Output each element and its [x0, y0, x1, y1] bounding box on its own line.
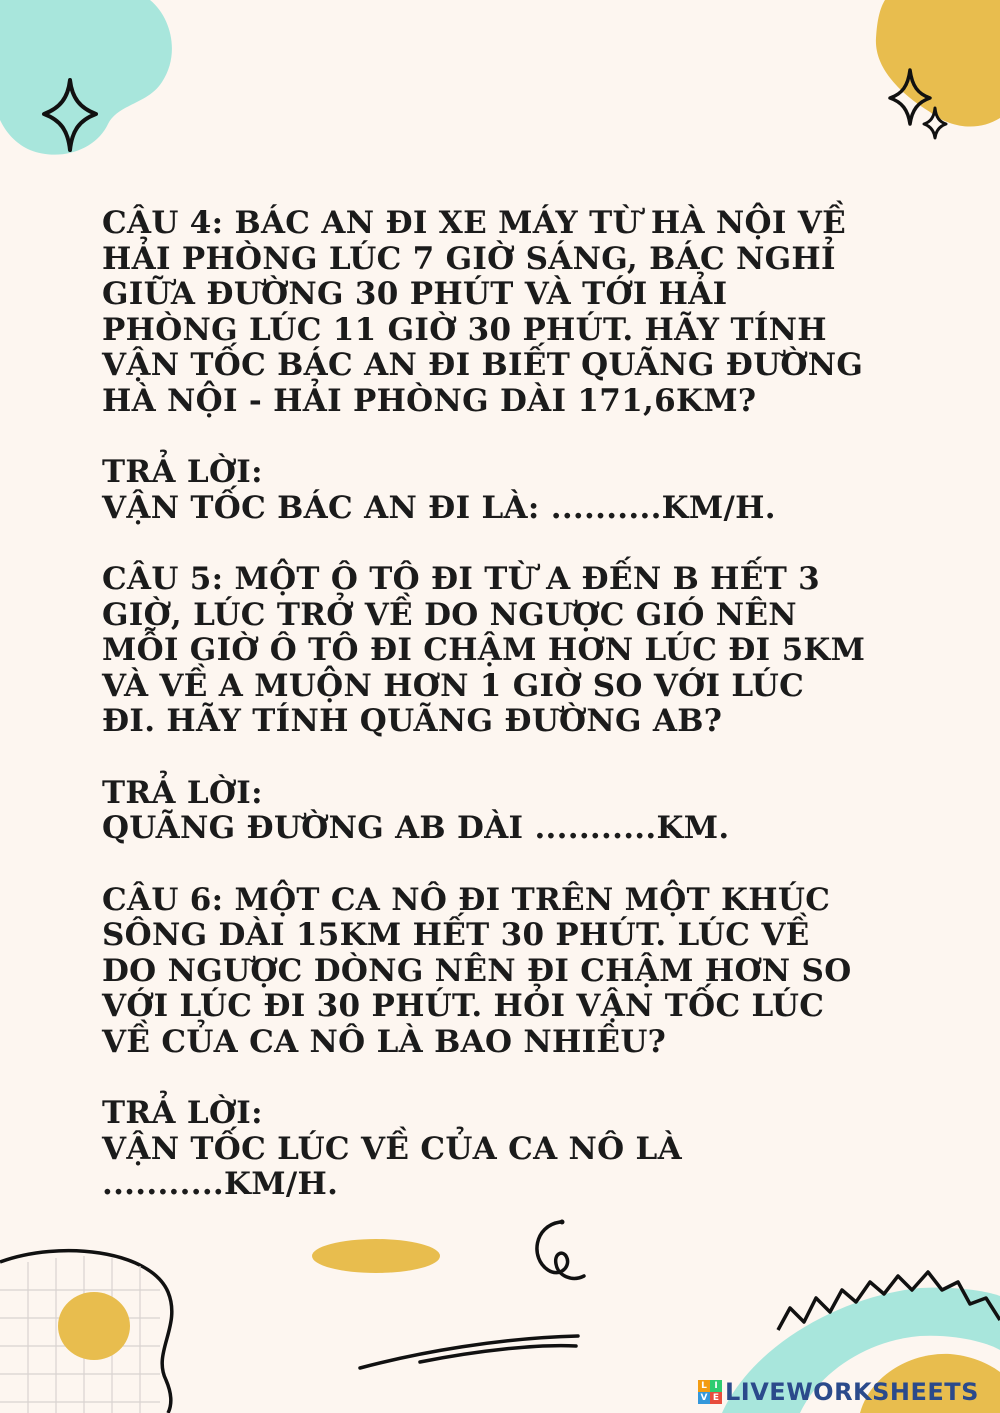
question-4-text: CÂU 4: BÁC AN ĐI XE MÁY TỪ HÀ NỘI VỀ HẢI PHÒNG LÚC 7 GIỜ SÁNG, BÁC NGHỈ GIỮA ĐƯỜNG 30 PHÚT VÀ TỚI HẢI PHÒNG LÚC 11 GIỜ 30 PHÚT. HÃY TÍNH VẬN TỐC BÁC AN ĐI BIẾT QUÃNG ĐƯỜNG HÀ NỘI - HẢI PHÒNG DÀI 171,6KM?	[102, 205, 864, 419]
swirl-dot	[560, 1220, 565, 1225]
question-6-text: CÂU 6: MỘT CA NÔ ĐI TRÊN MỘT KHÚC SÔNG DÀI 15KM HẾT 30 PHÚT. LÚC VỀ DO NGƯỢC DÒNG NÊN ĐI CHẬM HƠN SO VỚI LÚC ĐI 30 PHÚT. HỎI VẬN TỐC LÚC VỀ CỦA CA NÔ LÀ BAO NHIÊU?	[102, 881, 852, 1060]
chopsticks-doodle	[360, 1336, 578, 1368]
mustard-blob-top-right	[876, 0, 1000, 127]
answer-6-line: VẬN TỐC LÚC VỀ CỦA CA NÔ LÀ ...........KM/H.	[102, 1130, 682, 1202]
swirl-doodle	[537, 1222, 584, 1278]
mint-blob-top-left	[0, 0, 172, 155]
answer-4-label: TRẢ LỜI:	[102, 454, 263, 490]
questions-content	[102, 206, 922, 1203]
liveworksheets-text: LIVEWORKSHEETS	[725, 1378, 979, 1406]
egg-frame-bottom-left	[0, 1251, 172, 1413]
answer-4-line: VẬN TỐC BÁC AN ĐI LÀ: ..........KM/H.	[102, 489, 776, 526]
answer-5-line: QUÃNG ĐƯỜNG AB DÀI ...........KM.	[102, 810, 730, 846]
mustard-oval	[312, 1239, 440, 1273]
question-5-text: CÂU 5: MỘT Ô TÔ ĐI TỪ A ĐẾN B HẾT 3 GIỜ, LÚC TRỞ VỀ DO NGƯỢC GIÓ NÊN MỖI GIỜ Ô TÔ ĐI CHẬM HƠN LÚC ĐI 5KM VÀ VỀ A MUỘN HƠN 1 GIỜ SO VỚI LÚC ĐI. HÃY TÍNH QUÃNG ĐƯỜNG AB?	[102, 561, 866, 739]
egg-yolk	[58, 1292, 130, 1360]
liveworksheets-logo-icon: L I V E	[698, 1380, 722, 1404]
answer-6-label: TRẢ LỜI:	[102, 1095, 263, 1131]
liveworksheets-watermark	[698, 1378, 979, 1406]
answer-5-label: TRẢ LỜI:	[102, 774, 263, 811]
